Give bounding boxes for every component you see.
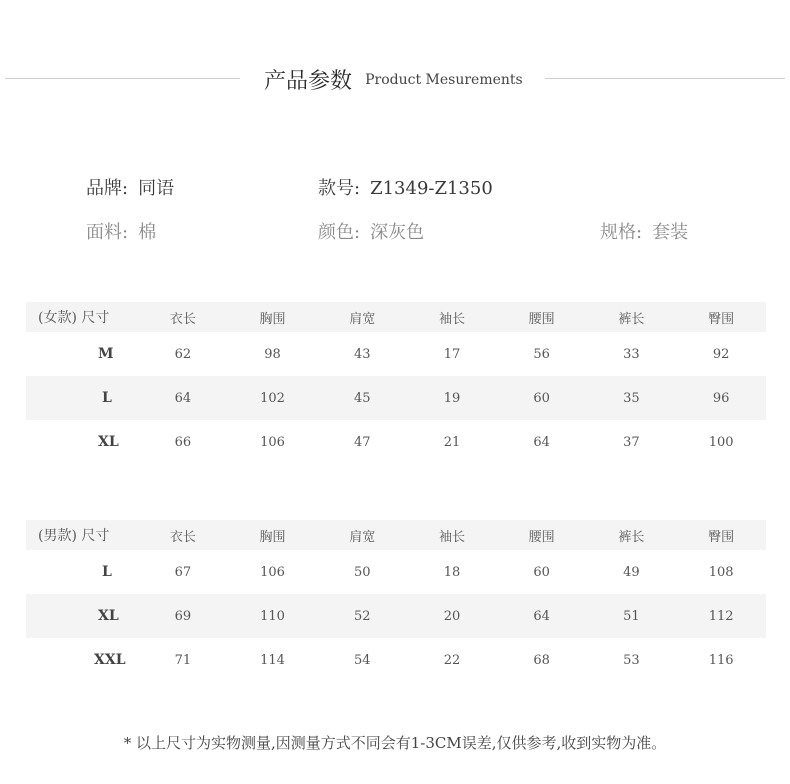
spec-label: 规格: (600, 222, 643, 243)
size-cell: L (102, 564, 112, 580)
size-cell: XL (26, 594, 138, 638)
table-cell: 98 (264, 346, 281, 362)
table-cell: 64 (533, 434, 550, 450)
women-size-table (26, 302, 766, 464)
table-row (26, 376, 766, 420)
table-row (26, 638, 766, 682)
model-label: 款号: (318, 178, 361, 199)
size-label: 尺寸 (81, 528, 110, 544)
table-cell: 47 (353, 434, 371, 450)
table-cell: 68 (533, 652, 550, 668)
spec-info (600, 218, 688, 244)
table-header-row (26, 520, 766, 550)
table-row (26, 332, 766, 376)
table-cell: 20 (407, 594, 497, 638)
table-cell: 92 (712, 346, 730, 362)
column-header: 腰围 (497, 302, 587, 332)
material-info (86, 218, 156, 244)
column-header: 臀围 (676, 302, 766, 332)
table-cell: 100 (708, 434, 734, 450)
table-cell: 96 (676, 376, 766, 420)
material-value: 棉 (138, 222, 157, 243)
table-cell: 43 (353, 346, 371, 362)
column-header: 臀围 (676, 520, 766, 550)
column-header: 肩宽 (317, 520, 407, 550)
column-header: 衣长 (138, 520, 228, 550)
column-header: 腰围 (497, 520, 587, 550)
table-row (26, 594, 766, 638)
material-label: 面料: (86, 222, 129, 243)
brand-value: 同语 (138, 178, 175, 199)
table-cell: 37 (623, 434, 640, 450)
divider-right (545, 78, 785, 79)
title-chinese: 产品参数 (264, 69, 353, 94)
group-label: (女款) (38, 310, 77, 326)
table-cell: 17 (443, 346, 461, 362)
model-info (318, 174, 493, 200)
size-cell: L (26, 376, 138, 420)
spec-value: 套装 (652, 222, 689, 243)
table-cell: 18 (443, 564, 461, 580)
section-title (264, 64, 523, 95)
table-cell: 53 (623, 652, 640, 668)
table-cell: 114 (260, 652, 285, 668)
table-cell: 64 (138, 376, 228, 420)
table-cell: 49 (623, 564, 640, 580)
column-header: 袖长 (407, 520, 497, 550)
brand-label: 品牌: (86, 178, 129, 199)
table-cell: 66 (174, 434, 192, 450)
color-label: 颜色: (318, 222, 361, 243)
table-cell: 62 (174, 346, 192, 362)
table-cell: 33 (623, 346, 640, 362)
table-cell: 69 (138, 594, 228, 638)
model-value: Z1349-Z1350 (370, 178, 493, 199)
table-cell: 19 (407, 376, 497, 420)
column-header: 裤长 (587, 302, 677, 332)
column-header: 胸围 (228, 302, 318, 332)
column-header: 衣长 (138, 302, 228, 332)
men-size-table (26, 520, 766, 682)
table-cell: 22 (443, 652, 461, 668)
table-cell: 64 (497, 594, 587, 638)
title-english: Product Mesurements (365, 71, 523, 88)
size-cell: XXL (94, 652, 126, 668)
table-cell: 56 (533, 346, 550, 362)
table-row (26, 550, 766, 594)
table-cell: 51 (587, 594, 677, 638)
measurement-footnote: * 以上尺寸为实物测量,因测量方式不同会有1-3CM误差,仅供参考,收到实物为准。 (123, 734, 667, 752)
table-cell: 108 (708, 564, 734, 580)
table-cell: 67 (174, 564, 192, 580)
table-cell: 52 (317, 594, 407, 638)
table-cell: 50 (353, 564, 371, 580)
table-cell: 60 (533, 564, 550, 580)
table-cell: 54 (353, 652, 371, 668)
table-cell: 45 (317, 376, 407, 420)
table-cell: 106 (260, 434, 285, 450)
color-value: 深灰色 (370, 222, 425, 243)
size-cell: XL (98, 434, 119, 450)
column-header: 胸围 (228, 520, 318, 550)
color-info (318, 218, 424, 244)
table-cell: 106 (260, 564, 285, 580)
column-header: 肩宽 (317, 302, 407, 332)
column-header: 袖长 (407, 302, 497, 332)
size-header (26, 520, 138, 550)
table-cell: 116 (708, 652, 734, 668)
size-cell: M (98, 346, 114, 362)
table-cell: 112 (676, 594, 766, 638)
divider-left (5, 78, 240, 79)
group-label: (男款) (38, 528, 77, 544)
column-header: 裤长 (587, 520, 677, 550)
table-cell: 110 (228, 594, 318, 638)
size-header (26, 302, 138, 332)
table-cell: 102 (228, 376, 318, 420)
brand-info (86, 174, 174, 200)
table-cell: 21 (443, 434, 461, 450)
table-cell: 60 (497, 376, 587, 420)
table-cell: 71 (174, 652, 192, 668)
table-header-row (26, 302, 766, 332)
table-row (26, 420, 766, 464)
size-label: 尺寸 (81, 310, 110, 326)
table-cell: 35 (587, 376, 677, 420)
